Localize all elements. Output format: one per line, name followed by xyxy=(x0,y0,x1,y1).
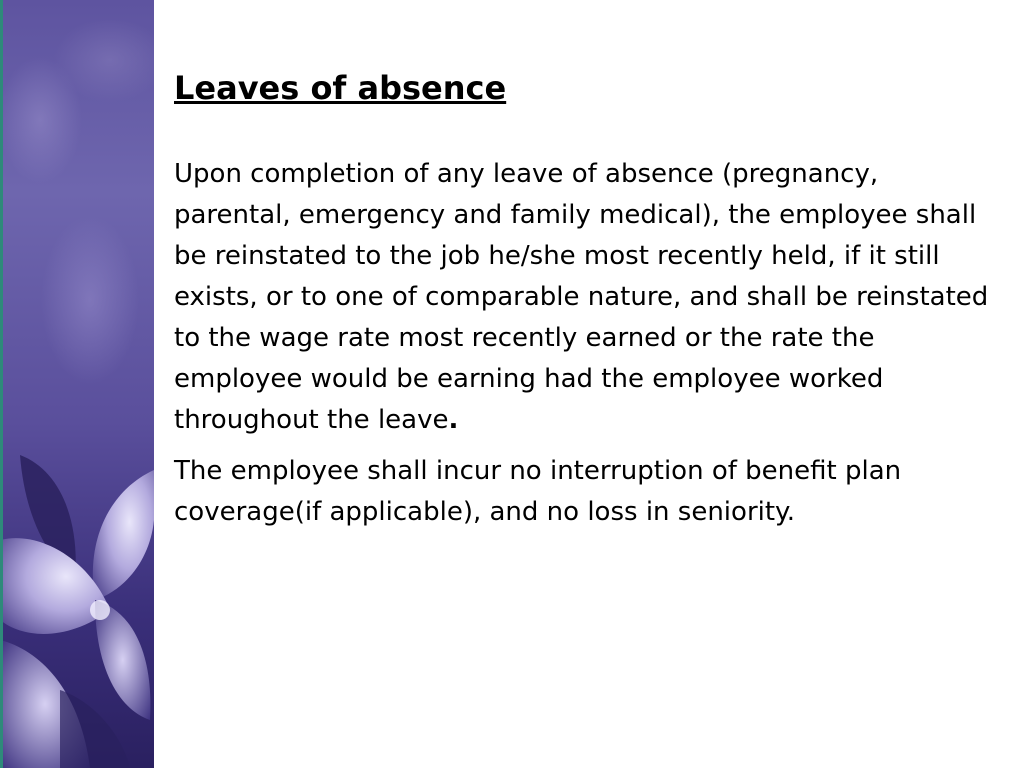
slide-title: Leaves of absence xyxy=(174,69,507,107)
paragraph-reinstatement-period: . xyxy=(448,405,459,435)
paragraph-reinstatement xyxy=(174,154,994,441)
slide-content xyxy=(174,66,994,533)
paragraph-reinstatement-text: Upon completion of any leave of absence (pregnancy, parental, emergency and family medical), the employee shall be reinstated to the job he/she most recently held, if it still exists, or to one of comparable nature, and shall be reinstated to the wage rate most recently earned or the rate the employee would be earning had the employee worked throughout the leave xyxy=(174,159,989,435)
decorative-sidebar xyxy=(0,0,154,768)
paragraph-benefits: The employee shall incur no interruption of benefit plan coverage(if applicable), and no loss in seniority. xyxy=(174,456,902,527)
flower-image xyxy=(0,0,154,768)
sidebar-edge xyxy=(0,0,3,768)
